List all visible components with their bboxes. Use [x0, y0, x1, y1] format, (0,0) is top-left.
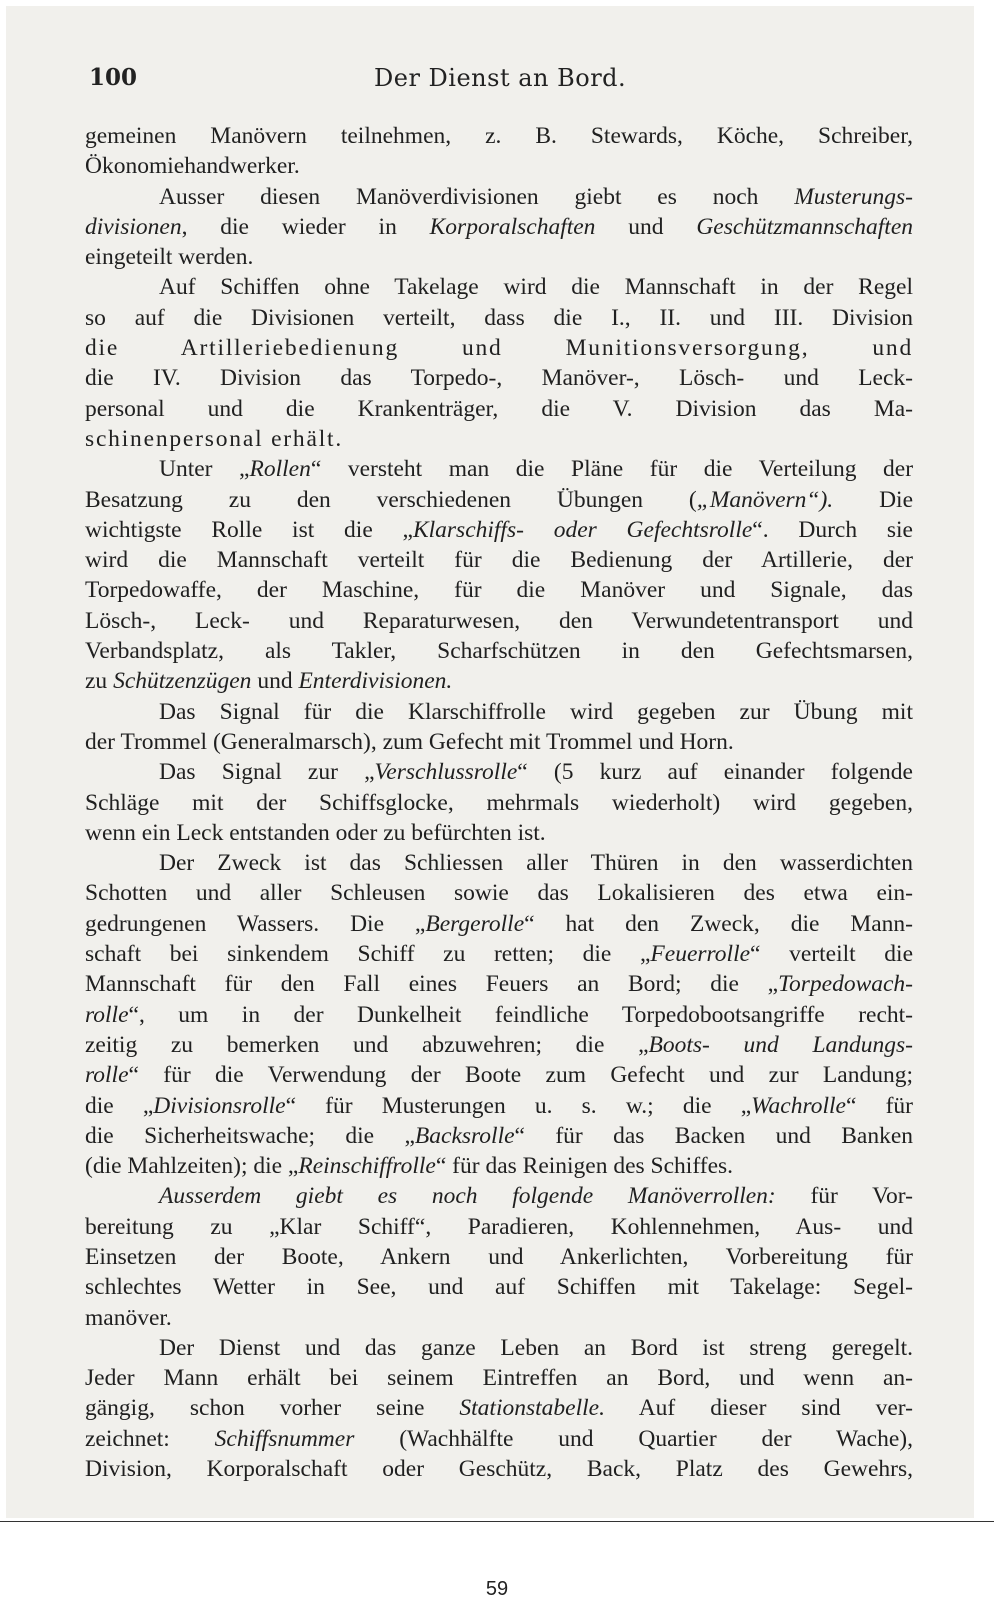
text-run: Besatzung zu den verschiedenen Übungen ( [85, 486, 697, 513]
text-run: schinenpersonal erhält. [85, 425, 344, 452]
footer-page-number: 59 [485, 1578, 509, 1600]
text-run: Verbandsplatz, als Takler, Scharfschützen in den Gefechtsmarsen, [85, 638, 913, 665]
text-run: gedrungenen Wassers. Die „ [85, 910, 426, 937]
text-run: Das Signal für die Klarschiffrolle wird gegeben zur Übung mit [159, 698, 913, 725]
text-line [85, 121, 913, 151]
text-run: personal und die Krankenträger, die V. Division das Ma- [85, 395, 913, 422]
text-line [85, 272, 913, 302]
page-divider [0, 1521, 994, 1522]
text-run: Torpedowaffe, der Maschine, für die Manöver und Signale, das [85, 577, 913, 604]
text-line [85, 303, 913, 333]
text-line [85, 697, 913, 727]
text-run: Auf dieser sind ver- [604, 1395, 913, 1422]
text-line [85, 1151, 913, 1181]
text-run: so auf die Divisionen verteilt, dass die I., II. und III. Division [85, 304, 913, 331]
scanned-page [6, 6, 974, 1518]
text-run: Der Zweck ist das Schliessen aller Thüren in den wasserdichten [159, 850, 913, 877]
italic-term: rolle [85, 1062, 129, 1089]
body-text [85, 121, 913, 1484]
text-line [85, 454, 913, 484]
text-line [85, 424, 913, 454]
text-run: Schläge mit der Schiffsglocke, mehrmals wiederholt) wird gegeben, [85, 789, 913, 816]
text-line [85, 636, 913, 666]
text-line [85, 182, 913, 212]
text-line [85, 1181, 913, 1211]
text-line [85, 333, 913, 363]
italic-term: „Manövern“). [696, 486, 834, 513]
italic-term: Schiffsnummer [214, 1425, 355, 1452]
text-line [85, 1242, 913, 1272]
text-line [85, 848, 913, 878]
italic-term: divisionen [85, 213, 182, 240]
text-line [85, 1303, 913, 1333]
text-run: und [251, 668, 299, 695]
text-run: “ hat den Zweck, die Mann- [524, 910, 913, 937]
text-run: “, um in der Dunkelheit feindliche Torpedobootsangriffe recht- [128, 1001, 913, 1028]
text-run: Ausser diesen Manöverdivisionen giebt es noch [159, 183, 795, 210]
text-run: wenn ein Leck entstanden oder zu befürchten ist. [85, 819, 546, 846]
text-run: “ für das Backen und Banken [514, 1122, 913, 1149]
text-run: die Artilleriebedienung und Munitionsversorgung, und [85, 335, 913, 362]
text-line [85, 1272, 913, 1302]
text-run: “ (5 kurz auf einander folgende [517, 759, 913, 786]
text-run: bereitung zu „Klar Schiff“, Paradieren, Kohlennehmen, Aus- und [85, 1213, 913, 1240]
text-run: die Sicherheitswache; die „ [85, 1122, 415, 1149]
text-line [85, 666, 913, 696]
text-line [85, 1060, 913, 1090]
text-line [85, 1212, 913, 1242]
italic-term: Stationstabelle. [459, 1395, 605, 1422]
italic-term: Korporalschaften [429, 213, 596, 240]
running-title: Der Dienst an Bord. [374, 64, 627, 92]
text-run: Auf Schiffen ohne Takelage wird die Mannschaft in der Regel [159, 274, 913, 301]
text-line [85, 939, 913, 969]
text-run: Lösch-, Leck- und Reparaturwesen, den Verwundetentransport und [85, 607, 913, 634]
text-run: “ für [846, 1092, 913, 1119]
text-run: manöver. [85, 1304, 172, 1331]
text-line [85, 575, 913, 605]
text-run: (die Mahlzeiten); die „ [85, 1153, 299, 1180]
text-run: Division, Korporalschaft oder Geschütz, Back, Platz des Gewehrs, [85, 1456, 913, 1483]
italic-term: Torpedowach- [778, 971, 913, 998]
text-line [85, 1121, 913, 1151]
text-line [85, 151, 913, 181]
text-line [85, 788, 913, 818]
text-line [85, 394, 913, 424]
text-line [85, 818, 913, 848]
italic-term: Geschützmannschaften [696, 213, 913, 240]
italic-term: Enterdivisionen. [298, 668, 453, 695]
text-line [85, 909, 913, 939]
text-line [85, 1333, 913, 1363]
text-run: “ verteilt die [750, 941, 914, 968]
header-page-number: 100 [89, 64, 138, 91]
italic-term: Wachrolle [751, 1092, 846, 1119]
text-run: eingeteilt werden. [85, 244, 254, 271]
text-line [85, 515, 913, 545]
text-run: “ für Musterungen u. s. w.; die „ [285, 1092, 752, 1119]
text-run: “. Durch sie [752, 516, 913, 543]
text-run: “ für das Reinigen des Schiffes. [435, 1153, 734, 1180]
text-line [85, 1363, 913, 1393]
text-run: Jeder Mann erhält bei seinem Eintreffen an Bord, und wenn an- [85, 1365, 913, 1392]
text-line [85, 1000, 913, 1030]
text-line [85, 969, 913, 999]
text-line [85, 757, 913, 787]
text-run: die „ [85, 1092, 154, 1119]
text-run: schlechtes Wetter in See, und auf Schiffen mit Takelage: Segel- [85, 1274, 913, 1301]
italic-term: Bergerolle [425, 910, 525, 937]
text-line [85, 1424, 913, 1454]
text-line [85, 545, 913, 575]
text-line [85, 242, 913, 272]
italic-term: Boots- und Landungs- [648, 1031, 913, 1058]
text-line [85, 606, 913, 636]
page-header [89, 64, 921, 104]
text-line [85, 727, 913, 757]
text-line [85, 1393, 913, 1423]
italic-term: Backsrolle [414, 1122, 515, 1149]
text-line [85, 212, 913, 242]
italic-term: Ausserdem giebt es noch folgende Manöverrollen: [159, 1183, 776, 1210]
text-run: Unter „ [159, 456, 250, 483]
text-run: gängig, schon vorher seine [85, 1395, 460, 1422]
text-run: die IV. Division das Torpedo-, Manöver-, Lösch- und Leck- [85, 365, 913, 392]
text-line [85, 1091, 913, 1121]
italic-term: rolle [85, 1001, 129, 1028]
text-run: zeitig zu bemerken und abzuwehren; die „ [85, 1031, 649, 1058]
text-run: und [595, 213, 697, 240]
text-run: “ versteht man die Pläne für die Verteilung der [310, 456, 914, 483]
text-run: der Trommel (Generalmarsch), zum Gefecht mit Trommel und Horn. [85, 728, 734, 755]
text-line [85, 1030, 913, 1060]
text-run: zeichnet: [85, 1425, 215, 1452]
text-run: Das Signal zur „ [159, 759, 375, 786]
text-line [85, 1454, 913, 1484]
text-run: schaft bei sinkendem Schiff zu retten; die „ [85, 941, 651, 968]
text-run: (Wachhälfte und Quartier der Wache), [354, 1425, 913, 1452]
text-run: Die [833, 486, 913, 513]
text-run: Mannschaft für den Fall eines Feuers an Bord; die „ [85, 971, 779, 998]
text-line [85, 485, 913, 515]
italic-term: Verschlussrolle [374, 759, 518, 786]
text-run: , die wieder in [181, 213, 430, 240]
text-line [85, 363, 913, 393]
text-run: gemeinen Manövern teilnehmen, z. B. Stewards, Köche, Schreiber, [85, 123, 913, 149]
italic-term: Rollen [249, 456, 311, 483]
text-run: Ökonomiehandwerker. [85, 153, 300, 180]
text-run: Der Dienst und das ganze Leben an Bord ist streng geregelt. [159, 1334, 913, 1361]
italic-term: Musterungs- [794, 183, 913, 210]
text-run: wird die Mannschaft verteilt für die Bedienung der Artillerie, der [85, 547, 913, 574]
italic-term: Klarschiffs- oder Gefechtsrolle [412, 516, 753, 543]
text-run: wichtigste Rolle ist die „ [85, 516, 413, 543]
text-line [85, 878, 913, 908]
italic-term: Feuerrolle [650, 941, 751, 968]
text-run: Einsetzen der Boote, Ankern und Ankerlichten, Vorbereitung für [85, 1243, 913, 1270]
italic-term: Reinschiffrolle [298, 1153, 436, 1180]
text-run: “ für die Verwendung der Boote zum Gefecht und zur Landung; [128, 1062, 913, 1089]
text-run: für Vor- [775, 1183, 913, 1210]
italic-term: Divisionsrolle [153, 1092, 286, 1119]
text-run: zu [85, 668, 114, 695]
italic-term: Schützenzügen [113, 668, 252, 695]
text-run: Schotten und aller Schleusen sowie das Lokalisieren des etwa ein- [85, 880, 913, 907]
